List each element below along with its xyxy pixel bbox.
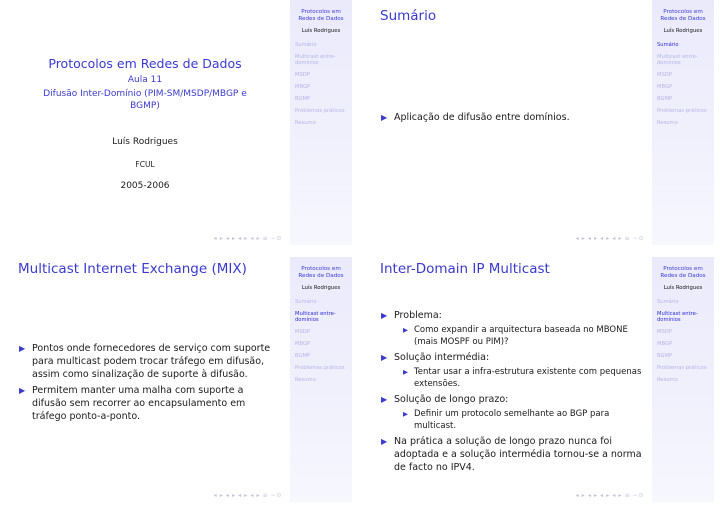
academic-year: 2005-2006	[120, 181, 170, 191]
slide-sidebar	[290, 257, 352, 502]
bullet-arrow-icon: ▶	[381, 395, 388, 404]
nav-item-msdp[interactable]: MSDP	[295, 72, 310, 78]
sidebar-course-title: Protocolos em Redes de Dados	[660, 9, 706, 22]
beamer-nav-icons[interactable]: ◂ ▸ ◂ ▸ ◂ ▸ ◂ ▸ ≡ ∽⊙	[213, 235, 282, 242]
slide-sidebar	[652, 0, 714, 245]
slide-inter-domain	[362, 257, 714, 502]
bullet-arrow-icon: ▶	[403, 368, 408, 376]
bullet-arrow-icon: ▶	[381, 113, 388, 122]
bullet-item: ▶ Permitem manter uma malha com suporte a difusão sem recorrer ao encapsulamento em tráfego ponto-a-ponto.	[19, 385, 246, 422]
bullet-item: ▶ Solução intermédia: ▶ Tentar usar a infra-estrutura existente com pequenas extensões.	[376, 351, 646, 390]
nav-item-multicast[interactable]: Multicast entre-domínios	[657, 311, 698, 323]
author-name: Luís Rodrigues	[112, 137, 178, 147]
bullet-arrow-icon: ▶	[403, 410, 408, 418]
sub-bullet-list	[394, 408, 646, 432]
bullet-arrow-icon: ▶	[381, 437, 388, 446]
nav-item-multicast[interactable]: Multicast entre-domínios	[657, 54, 698, 66]
bullet-item: ▶ Na prática a solução de longo prazo nunca foi adoptada e a solução intermédia tornou-se a norma de facto no IPV4.	[381, 436, 642, 473]
lesson-number: Aula 11	[127, 75, 163, 85]
beamer-nav-icons[interactable]: ◂ ▸ ◂ ▸ ◂ ▸ ◂ ▸ ≡ ∽⊙	[575, 235, 644, 242]
institution: FCUL	[135, 160, 155, 169]
sub-bullet-item: ▶ Tentar usar a infra-estrutura existente com pequenas extensões.	[403, 367, 642, 389]
nav-item-msdp[interactable]: MSDP	[657, 329, 672, 335]
nav-item-mbgp[interactable]: MBGP	[657, 84, 673, 90]
sidebar-course-title: Protocolos em Redes de Dados	[660, 266, 706, 279]
nav-item-sumario[interactable]: Sumário	[295, 42, 317, 48]
slide-title	[0, 0, 352, 245]
nav-item-bgmp[interactable]: BGMP	[295, 96, 311, 102]
nav-item-resumo[interactable]: Resumo	[657, 377, 678, 383]
sub-bullet-list	[394, 366, 646, 390]
nav-item-bgmp[interactable]: BGMP	[657, 353, 673, 359]
beamer-nav-icons[interactable]: ◂ ▸ ◂ ▸ ◂ ▸ ◂ ▸ ≡ ∽⊙	[575, 492, 644, 499]
bullet-list	[376, 111, 646, 127]
bullet-item: ▶ Solução de longo prazo: ▶ Definir um protocolo semelhante ao BGP para multicast.	[376, 393, 646, 432]
sub-bullet-list	[394, 324, 646, 348]
bullet-list	[14, 342, 280, 426]
bullet-arrow-icon: ▶	[19, 386, 26, 395]
sub-bullet-item: ▶ Definir um protocolo semelhante ao BGP para multicast.	[403, 409, 610, 431]
sidebar-author: Luís Rodrigues	[663, 285, 703, 291]
sub-bullet-item: ▶ Como expandir a arquitectura baseada no MBONE (mais MOSPF ou PIM)?	[403, 325, 628, 347]
nav-item-msdp[interactable]: MSDP	[295, 329, 310, 335]
bullet-arrow-icon: ▶	[381, 353, 388, 362]
sidebar-author: Luís Rodrigues	[301, 285, 341, 291]
nav-item-problemas[interactable]: Problemas práticos	[657, 108, 707, 114]
sidebar-author: Luís Rodrigues	[663, 28, 703, 34]
slide-mix	[0, 257, 352, 502]
slide-heading: Multicast Internet Exchange (MIX)	[18, 261, 247, 277]
nav-item-resumo[interactable]: Resumo	[295, 120, 316, 126]
beamer-nav-icons[interactable]: ◂ ▸ ◂ ▸ ◂ ▸ ◂ ▸ ≡ ∽⊙	[213, 492, 282, 499]
nav-item-bgmp[interactable]: BGMP	[295, 353, 311, 359]
nav-item-sumario[interactable]: Sumário	[295, 299, 317, 305]
bullet-arrow-icon: ▶	[19, 344, 26, 353]
nav-item-sumario[interactable]: Sumário	[657, 42, 679, 48]
lesson-subtitle: Difusão Inter-Domínio (PIM-SM/MSDP/MBGP e BGMP)	[43, 89, 247, 111]
nav-item-msdp[interactable]: MSDP	[657, 72, 672, 78]
bullet-arrow-icon: ▶	[381, 311, 388, 320]
bullet-item: ▶ Problema: ▶ Como expandir a arquitectura baseada no MBONE (mais MOSPF ou PIM)?	[376, 309, 646, 348]
presentation-title: Protocolos em Redes de Dados	[48, 56, 242, 71]
nav-item-mbgp[interactable]: MBGP	[295, 84, 311, 90]
slide-sidebar	[652, 257, 714, 502]
nav-item-problemas[interactable]: Problemas práticos	[295, 365, 345, 371]
bullet-item: ▶ Pontos onde fornecedores de serviço com suporte para multicast podem trocar tráfego em difusão, assim como sinalização de suporte à difusão.	[19, 343, 271, 380]
nav-item-multicast[interactable]: Multicast entre-domínios	[295, 311, 336, 323]
slide-heading: Inter-Domain IP Multicast	[380, 261, 550, 277]
bullet-list	[376, 309, 646, 477]
nav-item-problemas[interactable]: Problemas práticos	[295, 108, 345, 114]
sidebar-author: Luís Rodrigues	[301, 28, 341, 34]
nav-item-sumario[interactable]: Sumário	[657, 299, 679, 305]
nav-item-mbgp[interactable]: MBGP	[657, 341, 673, 347]
nav-item-problemas[interactable]: Problemas práticos	[657, 365, 707, 371]
bullet-arrow-icon: ▶	[403, 326, 408, 334]
nav-item-bgmp[interactable]: BGMP	[657, 96, 673, 102]
sidebar-course-title: Protocolos em Redes de Dados	[298, 9, 344, 22]
bullet-item: ▶ Aplicação de difusão entre domínios.	[381, 112, 570, 123]
slide-sidebar	[290, 0, 352, 245]
sidebar-course-title: Protocolos em Redes de Dados	[298, 266, 344, 279]
slide-sumario	[362, 0, 714, 245]
nav-item-mbgp[interactable]: MBGP	[295, 341, 311, 347]
nav-item-resumo[interactable]: Resumo	[657, 120, 678, 126]
nav-item-multicast[interactable]: Multicast entre-domínios	[295, 54, 336, 66]
slide-heading: Sumário	[380, 8, 437, 24]
nav-item-resumo[interactable]: Resumo	[295, 377, 316, 383]
